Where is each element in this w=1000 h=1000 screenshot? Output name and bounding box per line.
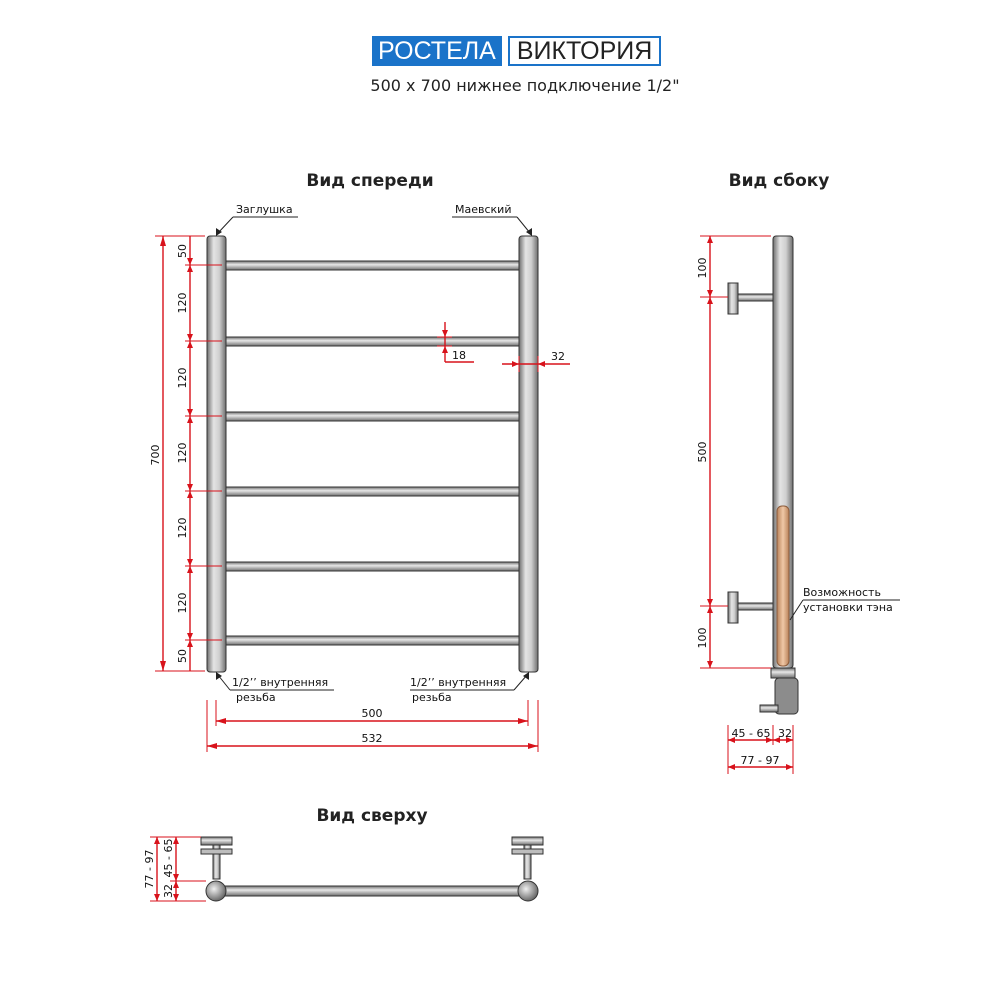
thread-left-label-1: 1/2’’ внутренняя [232,676,329,689]
mayevsky-callout [452,203,532,236]
rung [222,562,524,571]
thread-right-callout [410,672,529,704]
side-view-title: Вид сбоку [728,171,830,191]
rung [222,487,524,496]
rung [222,261,524,270]
dim-side-offset: 45 - 65 [731,727,771,740]
rungs [222,261,524,645]
dim-32: 32 [551,350,565,363]
plug-label: Заглушка [236,203,293,216]
rung [222,412,524,421]
dim-side-mid: 500 [696,441,709,463]
heater-callout [790,586,900,620]
dim-side-pipe: 32 [778,727,792,740]
rung [222,337,524,346]
model-name: ВИКТОРИЯ [508,36,662,66]
dim-700: 700 [149,444,162,466]
dim-18: 18 [452,349,466,362]
dim-side-total: 77 - 97 [740,754,780,767]
product-subtitle: 500 x 700 нижнее подключение 1/2" [370,76,680,95]
brand-name: РОСТЕЛА [372,36,502,66]
top-view-drawing [201,837,543,901]
right-upright [519,236,538,672]
rung [222,636,524,645]
dim-step: 120 [176,442,189,464]
front-view-title: Вид спереди [306,171,434,191]
dim-side-bottom: 100 [696,627,709,649]
side-bracket-top [728,283,775,314]
dim-bottom-gap: 50 [176,649,189,663]
dim-step: 120 [176,592,189,614]
dim-top-total: 77 - 97 [143,849,156,889]
dim-step: 120 [176,292,189,314]
heater-label-1: Возможность [803,586,881,599]
dim-top-offset: 45 - 65 [162,838,175,878]
thread-left-label-2: резьба [236,691,276,704]
left-upright [207,236,226,672]
dim-step: 120 [176,517,189,539]
dim-500: 500 [361,707,383,720]
mayevsky-label: Маевский [455,203,512,216]
heater-label-2: установки тэна [803,601,893,614]
dim-top-pipe: 32 [162,884,175,898]
plug-callout [216,203,298,236]
thread-right-label-2: резьба [412,691,452,704]
dim-side-horizontal [728,725,793,774]
dim-side-top: 100 [696,257,709,279]
thread-left-callout [216,672,334,704]
dim-top-gap: 50 [176,244,189,258]
dim-step: 120 [176,367,189,389]
dim-top-view [143,837,206,901]
heater-element [777,506,789,666]
dim-532: 532 [361,732,383,745]
side-bracket-bottom [728,592,775,623]
top-view-title: Вид сверху [316,806,428,826]
thread-right-label-1: 1/2’’ внутренняя [410,676,507,689]
side-connector [760,668,798,714]
